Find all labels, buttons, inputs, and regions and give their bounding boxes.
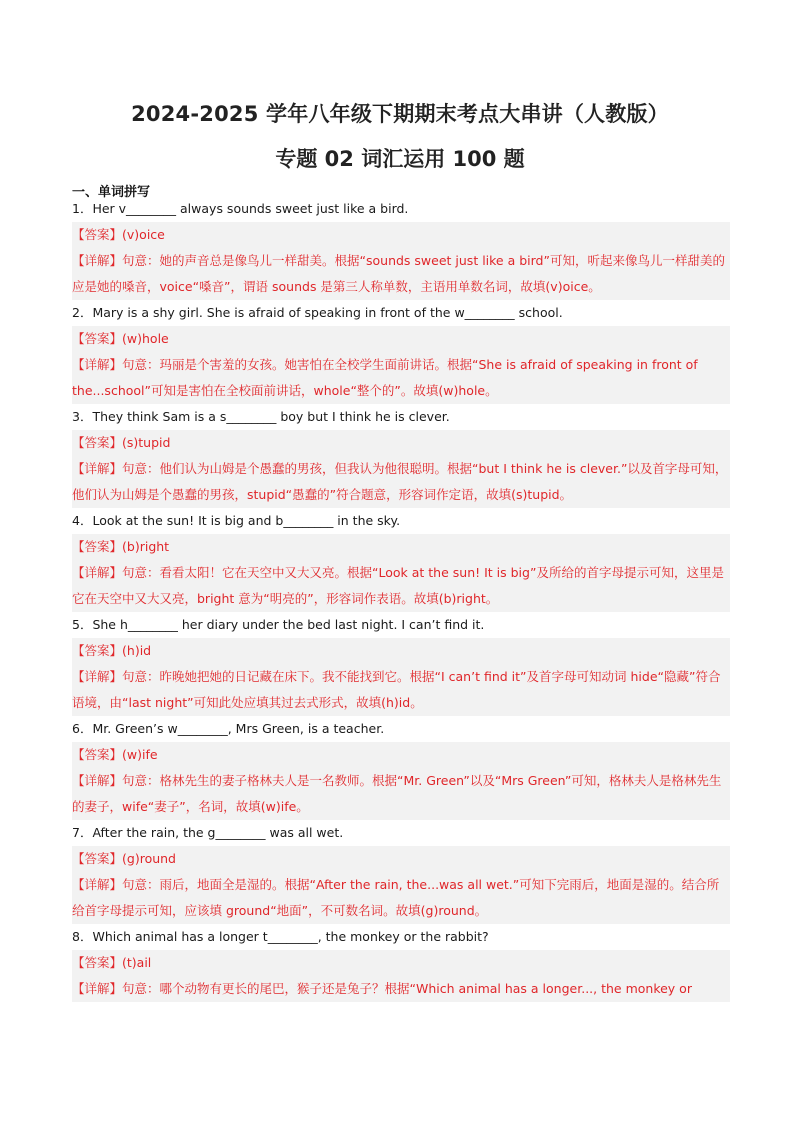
answer-tag: 【答案】	[72, 955, 123, 970]
explanation-line	[72, 768, 730, 820]
explanation-line	[72, 248, 730, 300]
explanation-line	[72, 872, 730, 924]
answer-box	[72, 534, 730, 612]
question-text: 5．She h________ her diary under the bed last night. I can’t find it.	[72, 617, 485, 632]
question-text: 6．Mr. Green’s w________, Mrs Green, is a teacher.	[72, 721, 385, 736]
answer-line	[72, 950, 730, 976]
answer-text: (g)round	[122, 851, 176, 866]
document-subtitle: 专题 02 词汇运用 100 题	[275, 147, 525, 171]
answer-line	[72, 534, 730, 560]
detail-tag: 【详解】	[72, 669, 123, 684]
answer-line	[72, 638, 730, 664]
answer-line	[72, 742, 730, 768]
answer-text: (h)id	[122, 643, 152, 658]
answer-tag: 【答案】	[72, 851, 123, 866]
answer-tag: 【答案】	[72, 643, 123, 658]
answer-tag: 【答案】	[72, 227, 123, 242]
detail-tag: 【详解】	[72, 461, 123, 476]
answer-box	[72, 430, 730, 508]
answer-line	[72, 846, 730, 872]
detail-tag: 【详解】	[72, 357, 123, 372]
explanation-line	[72, 352, 730, 404]
answer-box	[72, 846, 730, 924]
question-item	[72, 716, 730, 820]
answer-text: (w)hole	[122, 331, 169, 346]
answer-box	[72, 742, 730, 820]
detail-tag: 【详解】	[72, 981, 123, 996]
question-item	[72, 300, 730, 404]
detail-tag: 【详解】	[72, 773, 123, 788]
answer-line	[72, 430, 730, 456]
question-item	[72, 404, 730, 508]
question-item	[72, 612, 730, 716]
explanation-line	[72, 560, 730, 612]
detail-tag: 【详解】	[72, 565, 123, 580]
question-item	[72, 924, 730, 1002]
answer-text: (t)ail	[122, 955, 152, 970]
question-text: 7．After the rain, the g________ was all wet.	[72, 825, 344, 840]
answer-tag: 【答案】	[72, 747, 123, 762]
question-text: 3．They think Sam is a s________ boy but I think he is clever.	[72, 409, 450, 424]
explanation-line	[72, 664, 730, 716]
question-text: 4．Look at the sun! It is big and b________ in the sky.	[72, 513, 401, 528]
question-item	[72, 508, 730, 612]
explanation-text: 句意：她的声音总是像鸟儿一样甜美。根据“sounds sweet just like a bird”可知，听起来像鸟儿一样甜美的应是她的嗓音，voice“嗓音”，谓语 sounds 是第三人称单数，主语用单数名词，故填(v)oice。	[72, 253, 725, 294]
answer-tag: 【答案】	[72, 435, 123, 450]
question-list	[72, 196, 730, 1002]
answer-text: (b)right	[122, 539, 170, 554]
explanation-text: 句意：雨后，地面全是湿的。根据“After the rain, the...was all wet.”可知下完雨后，地面是湿的。结合所给首字母提示可知，应该填 ground“地面”，不可数名词。故填(g)round。	[72, 877, 720, 918]
answer-box	[72, 222, 730, 300]
answer-tag: 【答案】	[72, 331, 123, 346]
section-heading: 一、单词拼写	[72, 185, 151, 200]
explanation-text: 句意：玛丽是个害羞的女孩。她害怕在全校学生面前讲话。根据“She is afraid of speaking in front of the...school”可知是害怕在全校面前讲话，whole“整个的”。故填(w)hole。	[72, 357, 698, 398]
answer-tag: 【答案】	[72, 539, 123, 554]
explanation-text: 句意：看看太阳！它在天空中又大又亮。根据“Look at the sun! It is big”及所给的首字母提示可知，这里是它在天空中又大又亮，bright 意为“明亮的”，形容词作表语。故填(b)right。	[72, 565, 724, 606]
answer-text: (w)ife	[122, 747, 158, 762]
explanation-line	[72, 976, 730, 1002]
question-item	[72, 196, 730, 300]
question-text: 2．Mary is a shy girl. She is afraid of speaking in front of the w________ school.	[72, 305, 563, 320]
answer-text: (s)tupid	[122, 435, 171, 450]
question-item	[72, 820, 730, 924]
document-title: 2024-2025 学年八年级下期期末考点大串讲（人教版）	[131, 102, 669, 126]
answer-text: (v)oice	[122, 227, 165, 242]
explanation-line	[72, 456, 730, 508]
detail-tag: 【详解】	[72, 253, 123, 268]
question-text: 8．Which animal has a longer t________, the monkey or the rabbit?	[72, 929, 489, 944]
explanation-text: 句意：昨晚她把她的日记藏在床下。我不能找到它。根据“I can’t find it”及首字母可知动词 hide“隐藏”符合语境，由“last night”可知此处应填其过去式形式，故填(h)id。	[72, 669, 721, 710]
detail-tag: 【详解】	[72, 877, 123, 892]
question-text: 1．Her v________ always sounds sweet just like a bird.	[72, 201, 409, 216]
answer-line	[72, 222, 730, 248]
explanation-text: 句意：他们认为山姆是个愚蠢的男孩，但我认为他很聪明。根据“but I think he is clever.”以及首字母可知，他们认为山姆是个愚蠢的男孩，stupid“愚蠢的”符合题意，形容词作定语，故填(s)tupid。	[72, 461, 728, 502]
explanation-text: 句意：哪个动物有更长的尾巴，猴子还是兔子？根据“Which animal has a longer..., the monkey or	[122, 981, 692, 996]
answer-box	[72, 950, 730, 1002]
answer-box	[72, 638, 730, 716]
explanation-text: 句意：格林先生的妻子格林夫人是一名教师。根据“Mr. Green”以及“Mrs Green”可知，格林夫人是格林先生的妻子，wife“妻子”，名词，故填(w)ife。	[72, 773, 722, 814]
answer-box	[72, 326, 730, 404]
answer-line	[72, 326, 730, 352]
